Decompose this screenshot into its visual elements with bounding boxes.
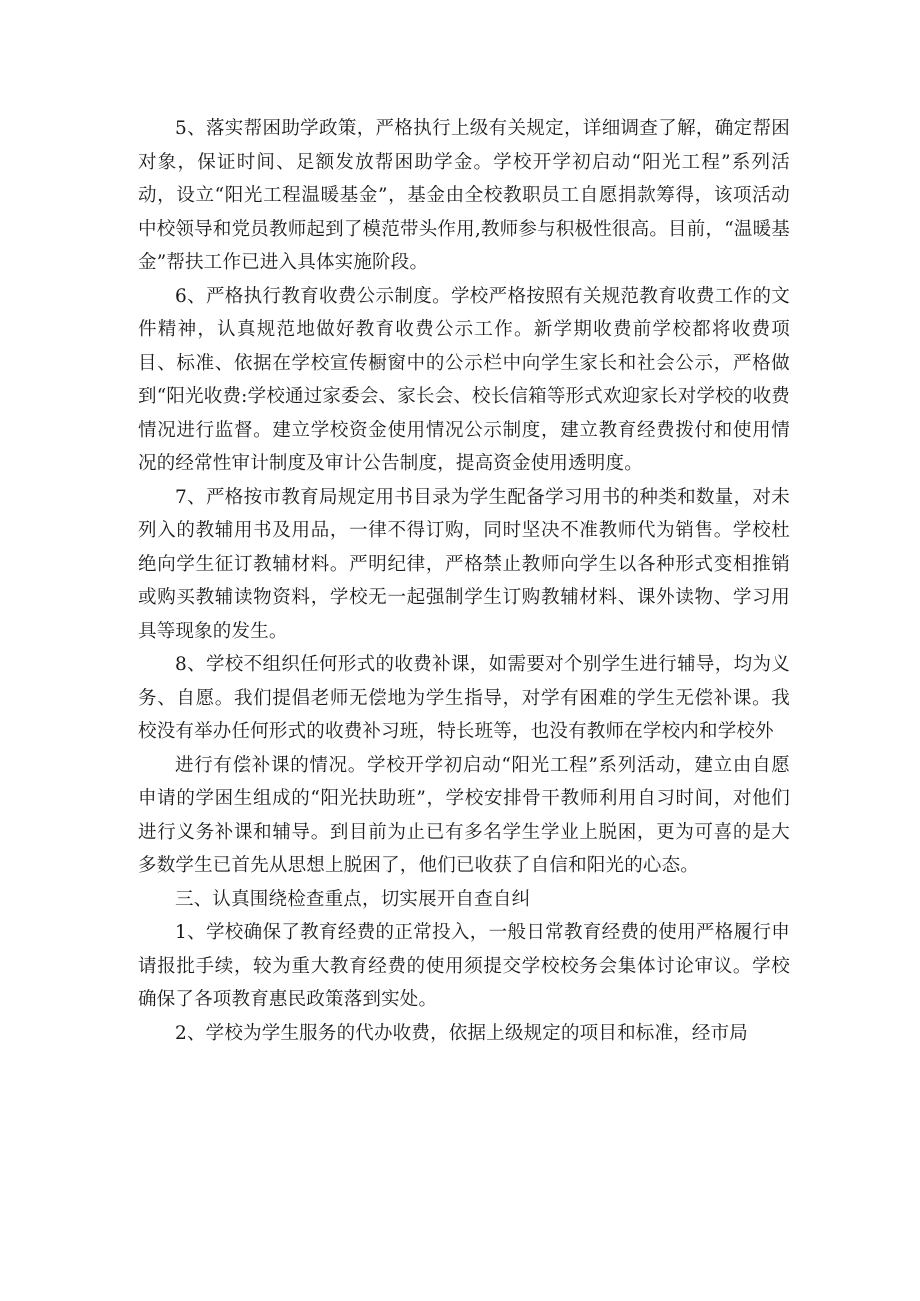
paragraph-3-1: 1、学校确保了教育经费的正常投入，一般日常教育经费的使用严格履行申请报批手续，较为重大教育经费的使用须提交学校校务会集体讨论审议。学校确保了各项教育惠民政策落到实处。 (138, 922, 790, 1010)
paragraph-3-2: 2、学校为学生服务的代办收费，依据上级规定的项目和标准，经市局 (175, 1022, 748, 1044)
paragraph-7: 7、严格按市教育局规定用书目录为学生配备学习用书的种类和数量，对未列入的教辅用书及用品，一律不得订购，同时坚决不准教师代为销售。学校杜绝向学生征订教辅材料。严明纪律，严格禁止教师向学生以各种形式变相推销或购买教辅读物资料，学校无一起强制学生订购教辅材料、课外读物、学习用具等现象的发生。 (138, 486, 790, 642)
paragraph-6: 6、严格执行教育收费公示制度。学校严格按照有关规范教育收费工作的文件精神，认真规范地做好教育收费公示工作。新学期收费前学校都将收费项目、标准、依据在学校宣传橱窗中的公示栏中向学生家长和社会公示，严格做到“阳光收费:学校通过家委会、家长会、校长信箱等形式欢迎家长对学校的收费情况进行监督。建立学校资金使用情况公示制度，建立教育经费拨付和使用情况的经常性审计制度及审计公告制度，提高资金使用透明度。 (138, 285, 790, 474)
document-page (138, 112, 790, 1050)
paragraph-5: 5、落实帮困助学政策，严格执行上级有关规定，详细调查了解，确定帮困对象，保证时间、足额发放帮困助学金。学校开学初启动“阳光工程”系列活动，设立“阳光工程温暖基金”，基金由全校教职员工自愿捐款筹得，该项活动中校领导和党员教师起到了模范带头作用,教师参与积极性很高。目前，“温暖基金”帮扶工作已进入具体实施阶段。 (138, 118, 790, 273)
paragraph-8: 8、学校不组织任何形式的收费补课，如需要对个别学生进行辅导，均为义务、自愿。我们提倡老师无偿地为学生指导，对学有困难的学生无偿补课。我校没有举办任何形式的收费补习班，特长班等，也没有教师在学校内和学校外 (138, 654, 790, 742)
paragraph-8-continued: 进行有偿补课的情况。学校开学初启动“阳光工程”系列活动，建立由自愿申请的学困生组成的“阳光扶助班”，学校安排骨干教师利用自习时间，对他们进行义务补课和辅导。到目前为止已有多名学生学业上脱困，更为可喜的是大多数学生已首先从思想上脱困了，他们已收获了自信和阳光的心态。 (138, 754, 790, 876)
section-heading-3: 三、认真围绕检查重点，切实展开自查自纠 (175, 888, 531, 910)
